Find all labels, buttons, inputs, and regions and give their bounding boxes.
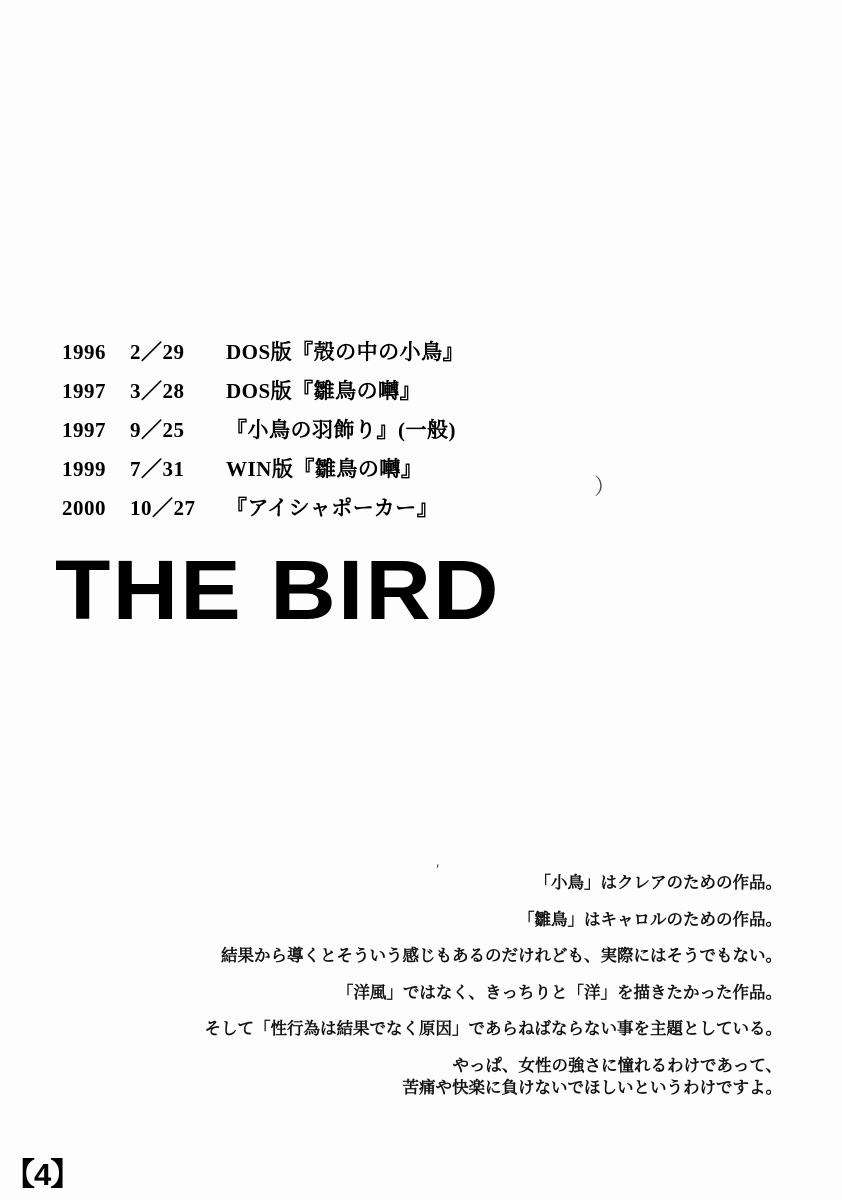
chronology-year: 1997 <box>62 418 106 442</box>
chronology-date: 7／31 <box>130 457 185 481</box>
chronology-date: 9／25 <box>130 418 185 442</box>
chronology-year: 1999 <box>62 457 106 481</box>
chronology-title: DOS版『雛鳥の囀』 <box>226 379 422 403</box>
commentary-line: そして「性行為は結果でなく原因」であらねばならない事を主題としている。 <box>204 1020 782 1038</box>
list-item <box>62 420 662 441</box>
chronology-list <box>62 342 662 537</box>
chronology-year: 1996 <box>62 340 106 364</box>
commentary-line: 「雛鳥」はキャロルのための作品。 <box>518 910 782 929</box>
list-item <box>62 342 662 363</box>
commentary-line: 「小鳥」はクレアのための作品。 <box>534 874 782 892</box>
page-number: 【4】 <box>4 1157 81 1192</box>
commentary-line: 結果から導くとそういう感じもあるのだけれども、実際にはそうでもない。 <box>221 947 782 965</box>
chronology-title: WIN版『雛鳥の囀』 <box>226 457 423 481</box>
chronology-date: 2／29 <box>130 340 185 364</box>
commentary-line: 苦痛や快楽に負けないでほしいというわけですよ。 <box>402 1079 782 1097</box>
chronology-date: 3／28 <box>130 379 185 403</box>
list-item <box>62 459 662 480</box>
chronology-title: DOS版『殻の中の小鳥』 <box>226 340 465 364</box>
chronology-year: 2000 <box>62 496 106 520</box>
chronology-title: 『小鳥の羽飾り』(一般) <box>226 418 456 442</box>
stray-paren-mark: ） <box>594 474 617 499</box>
chronology-date: 10／27 <box>130 496 196 520</box>
chronology-year: 1997 <box>62 379 106 403</box>
page-title: THE BIRD <box>55 543 501 637</box>
list-item <box>62 381 662 402</box>
commentary-block <box>62 875 782 1097</box>
commentary-line: やっぱ、女性の強さに憧れるわけであって、 <box>452 1056 782 1075</box>
chronology-title: 『アイシャポーカー』 <box>226 496 439 520</box>
list-item <box>62 498 662 519</box>
stray-tick-mark: ′ <box>436 862 440 879</box>
commentary-line: 「洋風」ではなく、きっちりと「洋」を描きたかった作品。 <box>336 983 782 1002</box>
